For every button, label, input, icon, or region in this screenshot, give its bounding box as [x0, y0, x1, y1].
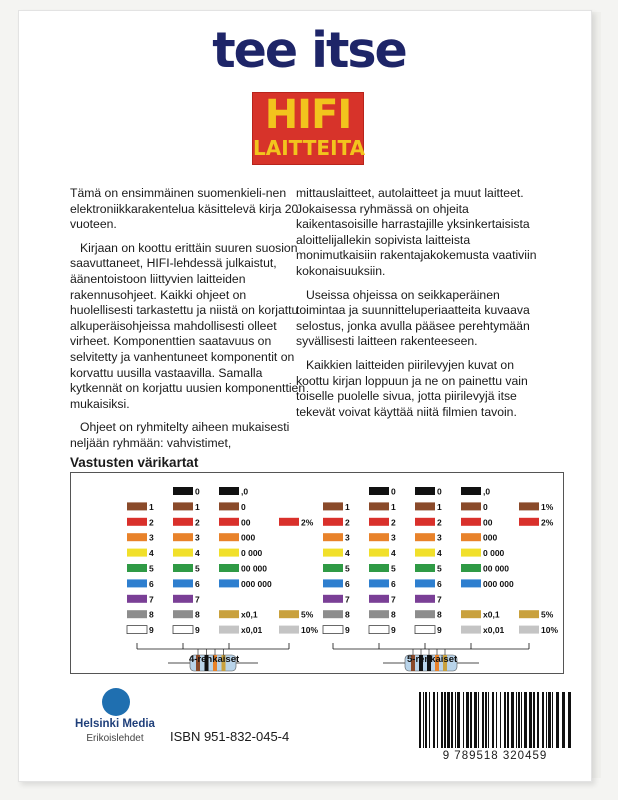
multiplier-label: 00	[241, 517, 251, 528]
tolerance-label: 10%	[541, 625, 559, 636]
multiplier-swatch	[461, 549, 481, 557]
color-swatch	[415, 626, 435, 634]
barcode-bar	[447, 692, 450, 748]
tolerance-swatch	[519, 502, 539, 510]
tolerance-label: 1%	[541, 501, 554, 512]
multiplier-swatch	[461, 533, 481, 541]
color-swatch	[127, 579, 147, 587]
badge-laitteita-text: LAITTEITA	[253, 136, 366, 160]
band-digit-label: 0	[437, 486, 442, 497]
barcode-bar	[455, 692, 456, 748]
color-swatch	[127, 626, 147, 634]
band-digit-label: 6	[195, 578, 200, 589]
barcode-bar	[419, 692, 421, 748]
color-swatch	[369, 533, 389, 541]
band-digit-label: 9	[195, 625, 200, 636]
barcode-bar	[521, 692, 522, 748]
tolerance-label: 2%	[541, 517, 554, 528]
band-digit-label: 3	[391, 532, 396, 543]
label-4-band: 4-renkaiset	[189, 654, 240, 665]
color-swatch	[415, 518, 435, 526]
barcode-bar	[507, 692, 509, 748]
band-digit-label: 1	[149, 501, 154, 512]
barcode-bar	[546, 692, 547, 748]
color-swatch	[369, 487, 389, 495]
band-digit-label: 4	[391, 548, 396, 559]
publisher-name: Helsinki Media	[75, 718, 155, 730]
band-digit-label: 1	[437, 501, 442, 512]
barcode-bar	[500, 692, 501, 748]
paragraph: Ohjeet on ryhmitelty aiheen mukaisesti neljään ryhmään: vahvistimet,	[70, 420, 290, 450]
multiplier-swatch	[219, 579, 239, 587]
multiplier-label: ,0	[483, 486, 491, 497]
hifi-badge	[252, 92, 364, 165]
barcode-bar	[524, 692, 527, 748]
publisher-subtitle: Erikoislehdet	[86, 733, 144, 744]
paragraph: mittauslaitteet, autolaitteet ja muut laitteet. Jokaisessa ryhmässä on ohjeita kaikentasoisille harrastajille yksinkertaisista aloittelijallekin sopivista laitteista monimutkaisiin rakentajakokemusta vaativiin kokonaisuuksiin.	[296, 186, 537, 278]
band-digit-label: 6	[149, 578, 154, 589]
color-swatch	[323, 549, 343, 557]
band-digit-label: 9	[149, 625, 154, 636]
barcode-bar	[433, 692, 435, 748]
barcode-bar	[542, 692, 544, 748]
band-digit-label: 2	[437, 517, 442, 528]
tolerance-swatch	[519, 610, 539, 618]
color-swatch	[323, 564, 343, 572]
barcode-bar	[485, 692, 487, 748]
resistor-color-chart	[70, 472, 564, 674]
multiplier-label: 00	[483, 517, 493, 528]
publisher-block	[60, 688, 170, 748]
color-swatch	[323, 579, 343, 587]
tolerance-label: 2%	[301, 517, 314, 528]
color-swatch	[173, 502, 193, 510]
multiplier-swatch	[219, 502, 239, 510]
band-digit-label: 1	[391, 501, 396, 512]
barcode-bar	[470, 692, 472, 748]
color-swatch	[369, 626, 389, 634]
barcode-bar	[482, 692, 484, 748]
multiplier-label: x0,1	[483, 609, 500, 620]
color-swatch	[369, 610, 389, 618]
description-column-left	[70, 186, 308, 460]
color-swatch	[415, 564, 435, 572]
barcode-bar	[529, 692, 532, 748]
color-swatch	[173, 533, 193, 541]
color-chart-svg	[71, 473, 563, 673]
multiplier-label: 000 000	[483, 578, 514, 589]
band-digit-label: 4	[437, 548, 442, 559]
barcode-bar	[562, 692, 565, 748]
band-digit-label: 6	[391, 578, 396, 589]
color-swatch	[369, 502, 389, 510]
barcode-bar	[552, 692, 553, 748]
barcode-bar	[478, 692, 479, 748]
multiplier-label: 0	[241, 501, 246, 512]
tolerance-swatch	[279, 610, 299, 618]
tolerance-swatch	[279, 518, 299, 526]
color-swatch	[173, 549, 193, 557]
band-digit-label: 4	[149, 548, 154, 559]
band-digit-label: 9	[437, 625, 442, 636]
color-swatch	[323, 518, 343, 526]
publisher-logo-icon	[102, 688, 130, 716]
multiplier-label: 0	[483, 501, 488, 512]
multiplier-label: 000	[483, 532, 498, 543]
multiplier-swatch	[461, 502, 481, 510]
color-swatch	[369, 549, 389, 557]
band-digit-label: 8	[345, 609, 350, 620]
band-digit-label: 2	[195, 517, 200, 528]
multiplier-label: 000	[241, 532, 256, 543]
multiplier-swatch	[219, 487, 239, 495]
barcode-number: 9 789518 320459	[442, 750, 548, 762]
band-digit-label: 3	[345, 532, 350, 543]
barcode-bar	[516, 692, 517, 748]
paragraph: Tämä on ensimmäinen suomenkieli-nen elektroniikkarakentelua käsittelevä kirja 20 vuoteen.	[70, 186, 299, 232]
band-digit-label: 2	[149, 517, 154, 528]
barcode-bar	[496, 692, 497, 748]
band-digit-label: 0	[195, 486, 200, 497]
multiplier-swatch	[219, 610, 239, 618]
band-digit-label: 9	[345, 625, 350, 636]
barcode-bar	[457, 692, 460, 748]
barcode-bar	[474, 692, 477, 748]
description-column-right	[296, 186, 539, 428]
barcode-bar	[425, 692, 427, 748]
color-swatch	[127, 595, 147, 603]
multiplier-swatch	[219, 533, 239, 541]
multiplier-swatch	[461, 579, 481, 587]
tolerance-label: 5%	[541, 609, 554, 620]
band-digit-label: 8	[437, 609, 442, 620]
barcode-bar	[533, 692, 535, 748]
tolerance-swatch	[519, 626, 539, 634]
band-digit-label: 8	[195, 609, 200, 620]
multiplier-swatch	[219, 564, 239, 572]
band-digit-label: 1	[195, 501, 200, 512]
band-digit-label: 7	[195, 594, 200, 605]
color-swatch	[415, 487, 435, 495]
band-digit-label: 6	[437, 578, 442, 589]
color-swatch	[369, 595, 389, 603]
band-digit-label: 7	[437, 594, 442, 605]
multiplier-label: x0,01	[241, 625, 263, 636]
multiplier-label: 00 000	[241, 563, 267, 574]
cover-title: tee itse	[212, 22, 406, 79]
barcode-bar	[548, 692, 551, 748]
band-digit-label: 1	[345, 501, 350, 512]
paragraph: Kirjaan on koottu erittäin suuren suosion saavuttaneet, HIFI-lehdessä julkaistut, äänentoistoon liittyvien laitteiden rakennusohjeet. Kaikki ohjeet on huolellisesti tarkastettu ja niistä on korjattu alkuperäisohjeissa mahdollisesti olleet virheet. Komponenttien saatavuus on selvitetty ja vanhentuneet komponentit on korvattu uusilla vastaavilla. Samalla kytkennät on korjattu uusien komponenttien mukaisiksi.	[70, 240, 306, 411]
multiplier-label: x0,01	[483, 625, 505, 636]
multiplier-swatch	[461, 626, 481, 634]
paragraph: Kaikkien laitteiden piirilevyjen kuvat on koottu kirjan loppuun ja ne on painettu vain toiselle puolelle sivua, jotta piirilevyjä itse tekevät voivat käyttää niitä filmien tavoin.	[296, 357, 528, 419]
color-swatch	[415, 549, 435, 557]
color-swatch	[127, 549, 147, 557]
color-swatch	[415, 610, 435, 618]
color-swatch	[323, 533, 343, 541]
band-digit-label: 5	[345, 563, 350, 574]
band-digit-label: 8	[391, 609, 396, 620]
badge-hifi-text: HIFI	[264, 92, 352, 138]
color-swatch	[127, 610, 147, 618]
multiplier-swatch	[461, 487, 481, 495]
multiplier-swatch	[219, 549, 239, 557]
color-swatch	[415, 579, 435, 587]
color-swatch	[127, 518, 147, 526]
barcode-bar	[511, 692, 514, 748]
isbn-text: ISBN 951-832-045-4	[170, 729, 290, 744]
barcode-bar	[492, 692, 494, 748]
color-swatch	[415, 533, 435, 541]
color-swatch	[173, 626, 193, 634]
band-digit-label: 5	[149, 563, 154, 574]
color-swatch	[369, 518, 389, 526]
band-digit-label: 5	[391, 563, 396, 574]
band-digit-label: 3	[437, 532, 442, 543]
barcode-bar	[518, 692, 520, 748]
multiplier-label: 0 000	[241, 548, 263, 559]
barcode-bar	[568, 692, 571, 748]
barcode-bar	[429, 692, 430, 748]
band-digit-label: 8	[149, 609, 154, 620]
multiplier-label: 000 000	[241, 578, 272, 589]
color-swatch	[127, 533, 147, 541]
barcode-bar	[441, 692, 443, 748]
barcode-bar	[466, 692, 469, 748]
barcode-bar	[423, 692, 424, 748]
color-swatch	[323, 595, 343, 603]
barcode-bar	[504, 692, 506, 748]
barcode-bar	[488, 692, 489, 748]
color-swatch	[323, 502, 343, 510]
band-digit-label: 6	[345, 578, 350, 589]
multiplier-label: 00 000	[483, 563, 509, 574]
barcode-bar	[556, 692, 559, 748]
color-swatch	[173, 564, 193, 572]
color-swatch	[369, 564, 389, 572]
barcode-bar	[437, 692, 438, 748]
multiplier-swatch	[461, 610, 481, 618]
multiplier-label: ,0	[241, 486, 249, 497]
band-digit-label: 3	[149, 532, 154, 543]
tolerance-swatch	[279, 626, 299, 634]
tolerance-swatch	[519, 518, 539, 526]
multiplier-swatch	[219, 518, 239, 526]
band-digit-label: 2	[391, 517, 396, 528]
color-swatch	[173, 595, 193, 603]
band-digit-label: 7	[345, 594, 350, 605]
barcode-icon	[405, 688, 585, 756]
color-swatch	[173, 610, 193, 618]
color-swatch	[173, 487, 193, 495]
band-digit-label: 9	[391, 625, 396, 636]
color-swatch	[127, 502, 147, 510]
band-digit-label: 0	[391, 486, 396, 497]
multiplier-swatch	[219, 626, 239, 634]
band-digit-label: 7	[391, 594, 396, 605]
color-swatch	[323, 610, 343, 618]
color-swatch	[127, 564, 147, 572]
color-swatch	[323, 626, 343, 634]
label-5-band: 5-renkaiset	[407, 654, 458, 665]
paragraph: Useissa ohjeissa on seikkaperäinen toimintaa ja suunnitteluperiaatteita kuvaava selostus, jonka avulla pääsee perehtymään syvällisesti laitteen rakenteeseen.	[296, 287, 530, 349]
color-swatch	[415, 502, 435, 510]
tolerance-label: 5%	[301, 609, 314, 620]
multiplier-swatch	[461, 564, 481, 572]
barcode-bar	[444, 692, 446, 748]
tolerance-label: 10%	[301, 625, 319, 636]
band-digit-label: 4	[195, 548, 200, 559]
barcode-bar	[451, 692, 453, 748]
band-digit-label: 5	[195, 563, 200, 574]
color-chart-heading: Vastusten värikartat	[70, 455, 199, 470]
multiplier-label: x0,1	[241, 609, 258, 620]
band-digit-label: 7	[149, 594, 154, 605]
band-digit-label: 3	[195, 532, 200, 543]
multiplier-label: 0 000	[483, 548, 505, 559]
multiplier-swatch	[461, 518, 481, 526]
band-digit-label: 4	[345, 548, 350, 559]
color-swatch	[173, 518, 193, 526]
barcode-bar	[537, 692, 539, 748]
band-digit-label: 2	[345, 517, 350, 528]
barcode-bar	[463, 692, 464, 748]
band-digit-label: 5	[437, 563, 442, 574]
color-swatch	[173, 579, 193, 587]
color-swatch	[415, 595, 435, 603]
color-swatch	[369, 579, 389, 587]
